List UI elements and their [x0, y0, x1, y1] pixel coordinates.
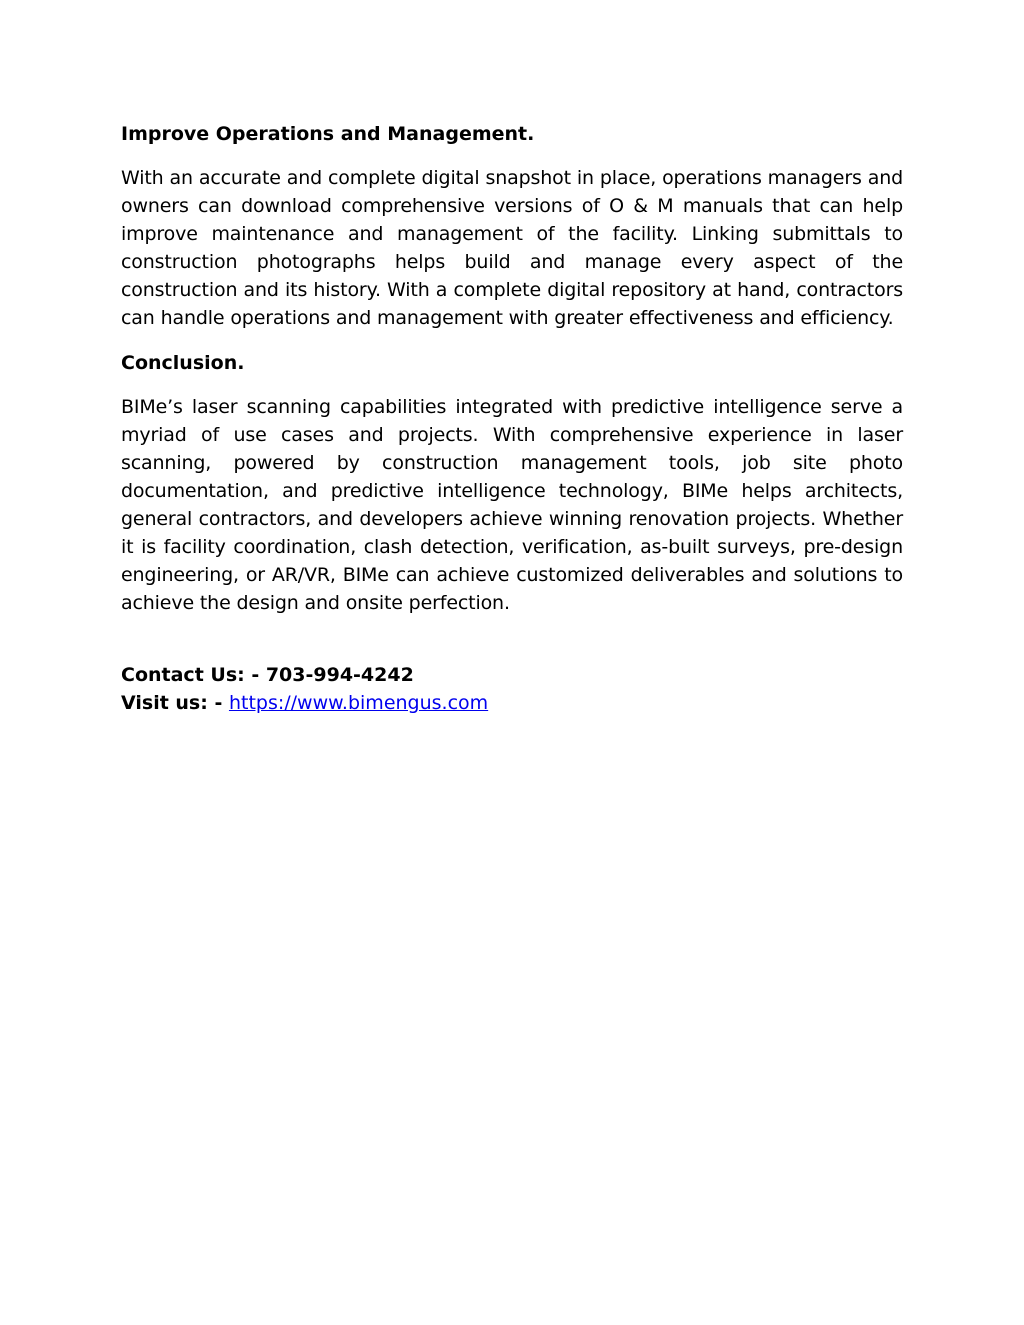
contact-block: [121, 661, 903, 717]
section-heading-conclusion: Conclusion.: [121, 351, 245, 374]
contact-phone-line: [121, 661, 903, 689]
section-operations: [121, 120, 903, 333]
section-body-conclusion: BIMe’s laser scanning capabilities integrated with predictive intelligence serve a myriad of use cases and projects. With comprehensive experience in laser scanning, powered by construction management tools, job site photo documentation, and predictive intelligence technology, BIMe helps architects, general contractors, and developers achieve winning renovation projects. Whether it is facility coordination, clash detection, verification, as-built surveys, pre-design engineering, or AR/VR, BIMe can achieve customized deliverables and solutions to achieve the design and onsite perfection.: [121, 395, 903, 615]
contact-phone-label: Contact Us: - 703-994-4242: [121, 664, 414, 687]
section-conclusion: [121, 349, 903, 618]
document-page: [121, 120, 903, 717]
visit-label: Visit us: -: [121, 692, 229, 715]
website-link[interactable]: https://www.bimengus.com: [228, 692, 489, 715]
visit-line: [121, 689, 903, 717]
spacer: [121, 633, 903, 661]
section-heading-operations: Improve Operations and Management.: [121, 123, 535, 145]
section-body-operations: With an accurate and complete digital snapshot in place, operations managers and owners can download comprehensive versions of O & M manuals that can help improve maintenance and management of the facility. Linking submittals to construction photographs helps build and manage every aspect of the construction and its history. With a complete digital repository at hand, contractors can handle operations and management with greater effectiveness and efficiency.: [121, 167, 903, 330]
